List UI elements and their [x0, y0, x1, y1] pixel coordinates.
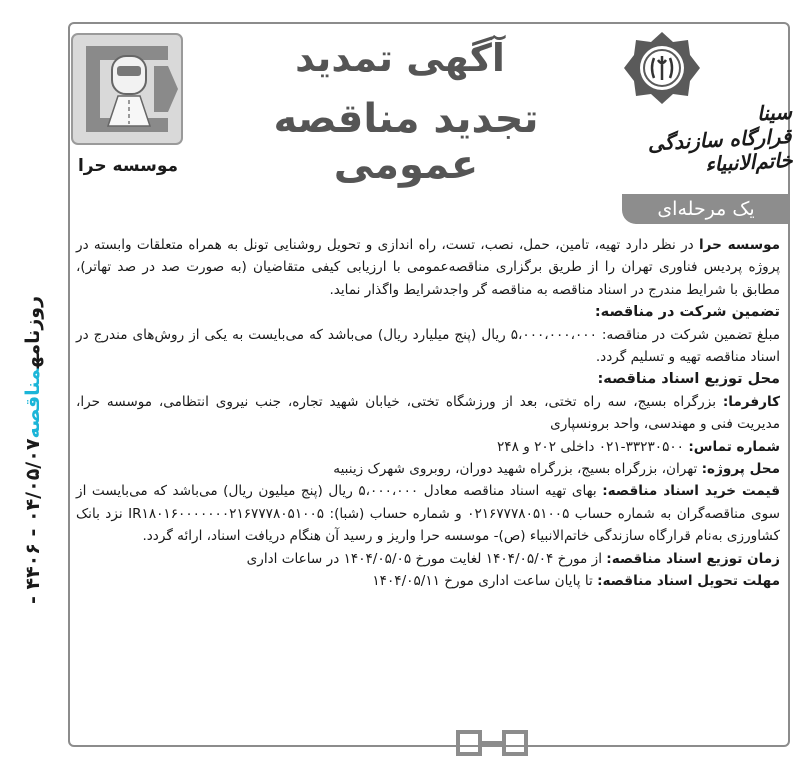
caption-accent: مناقصه: [22, 368, 44, 439]
emblem-caption-line-2: قرارگاه سازندگی خاتم‌الانبیاء: [647, 123, 794, 177]
price-label: قیمت خرید اسناد مناقصه:: [602, 483, 780, 500]
price-text: بهای تهیه اسناد مناقصه معادل ۵،۰۰۰،۰۰۰ ریال (پنج میلیون ریال) می‌باشد که می‌بایست از سوی مناقصه‌گران به شماره حساب ۰۲۱۶۷۷۷۸۰۵۱۰۰۵ و شماره حساب (شبا): IR۱۸۰۱۶۰۰۰۰۰۰۰۲۱۶۷۷۷۸۰۵۱۰۰۵ نزد بانک کشاورزی به‌نام قرارگاه سازندگی خاتم‌الانبیاء (ص)- موسسه حرا واریز و رسید آن هنگام دریافت اسناد، ارائه گردد.: [76, 483, 781, 545]
newspaper-caption: [6, 295, 60, 605]
employer-text: بزرگراه بسیج، سه راه تختی، بعد از ورزشگاه تختی، خیابان شهید تجاره، جنب نیروی انتظامی، موسسه حرا، مدیریت فنی و مهندسی، واحد برونسپاری: [76, 393, 780, 433]
emblem-caption-line-1: سینا: [756, 99, 793, 126]
employer-label: کارفرما:: [722, 393, 780, 410]
deadline-text: تا پایان ساعت اداری مورخ ۱۴۰۴/۰۵/۱۱: [372, 573, 598, 590]
ad-body: [76, 234, 780, 593]
emblem-caption: [632, 99, 794, 184]
caption-after: روزنامه: [22, 295, 44, 369]
time-text: از مورخ ۱۴۰۴/۰۵/۰۴ لغایت مورخ ۱۴۰۴/۰۵/۰۵ در ساعات اداری: [246, 550, 607, 567]
contact-paragraph: [76, 436, 780, 458]
khatam-emblem-icon: [624, 30, 700, 106]
project-paragraph: [76, 458, 780, 480]
project-text: تهران، بزرگراه بسیج، بزرگراه شهید دوران، روبروی شهرک زینبیه: [333, 461, 702, 478]
deadline-label: مهلت تحویل اسناد مناقصه:: [597, 573, 780, 590]
hera-logo-icon: [68, 30, 186, 148]
project-label: محل پروژه:: [701, 461, 780, 478]
title-line-1: آگهی تمدید: [295, 36, 505, 80]
guarantee-heading: تضمین شرکت در مناقصه:: [594, 304, 780, 321]
contact-text: ۳۳۲۳۰۵۰۰-۰۲۱ داخلی ۲۰۲ و ۲۴۸: [497, 438, 689, 455]
intro-text: در نظر دارد تهیه، تامین، حمل، نصب، تست، راه اندازی و تحویل روشنایی تونل به همراه متعلقات وابسته در پروژه پردیس فناوری تهران را از طریق برگزاری مناقصه‌عمومی با ارزیابی کیفی متقاضیان (به صورت صد در صد تهاتر)، مطابق با شرایط مندرج در اسناد مناقصه به مناقصه گر واجدشرایط واگذار نماید.: [76, 237, 780, 298]
newspaper-caption-text: [22, 296, 44, 604]
time-paragraph: [76, 548, 780, 570]
price-paragraph: [76, 480, 780, 547]
stage-badge: یک مرحله‌ای: [622, 194, 790, 224]
distribution-heading: محل توزیع اسناد مناقصه:: [597, 371, 780, 388]
caption-before: ۰۴/۰۵/۰۷ - ۴۴۰۶ -: [22, 438, 44, 605]
employer-paragraph: [76, 391, 780, 436]
intro-paragraph: [76, 234, 780, 301]
left-logo-caption: موسسه حرا: [77, 156, 179, 176]
title-line-2: تجدید مناقصه عمومی: [273, 96, 539, 188]
footer-ornament-icon: [448, 728, 538, 758]
contact-label: شماره تماس:: [688, 438, 780, 455]
intro-org: موسسه حرا: [699, 237, 781, 253]
guarantee-text: مبلغ تضمین شرکت در مناقصه: ۵،۰۰۰،۰۰۰،۰۰۰ ریال (پنج میلیارد ریال) می‌باشد که می‌بایست به یکی از روش‌های مندرج در اسناد مناقصه تهیه و تسلیم گردد.: [76, 326, 780, 366]
time-label: زمان توزیع اسناد مناقصه:: [606, 550, 780, 567]
deadline-paragraph: [76, 570, 780, 592]
